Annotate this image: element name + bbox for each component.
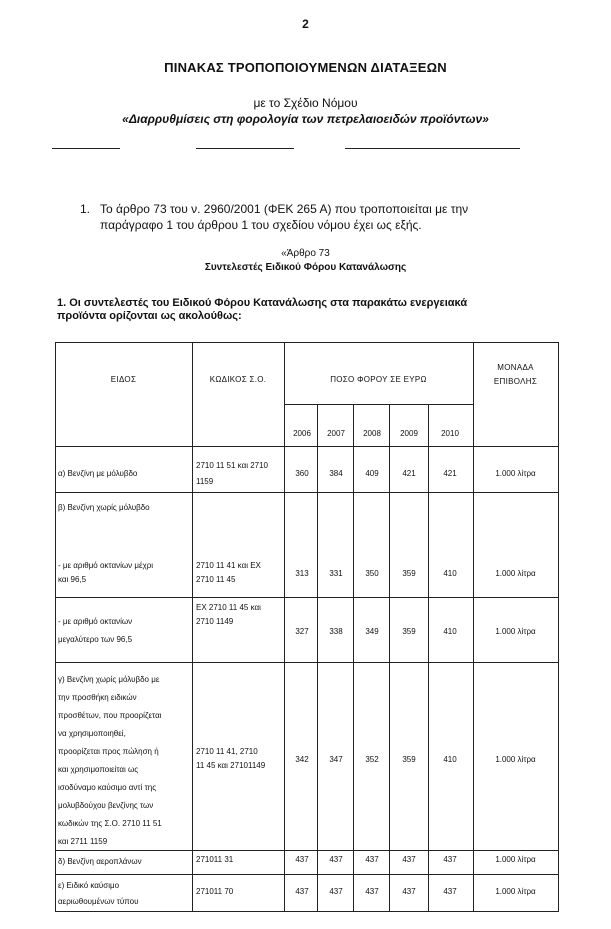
- row-code: 2710 11 45: [196, 575, 236, 584]
- row-kind: ε) Ειδικό καύσιμο: [58, 881, 120, 890]
- row-value: 327: [295, 627, 309, 636]
- year-header: 2008: [363, 429, 381, 438]
- row-kind: να χρησιμοποιηθεί,: [58, 729, 126, 738]
- row-code: 271011 70: [196, 887, 234, 896]
- bill-title: «Διαρρυθμίσεις στη φορολογία των πετρελαιοειδών προϊόντων»: [122, 112, 489, 126]
- year-header: 2007: [327, 429, 345, 438]
- table-border: [55, 911, 559, 912]
- row-kind: γ) Βενζίνη χωρίς μόλυβδο με: [58, 675, 160, 684]
- tax-rates-table: [55, 342, 559, 912]
- table-border: [192, 342, 193, 912]
- table-border: [55, 492, 559, 493]
- row-kind: α) Βενζίνη με μόλυβδο: [58, 469, 138, 478]
- article-paragraph: [57, 297, 567, 323]
- header-code: ΚΩΔΙΚΟΣ Σ.Ο.: [209, 375, 267, 384]
- row-kind: και 96,5: [58, 575, 87, 584]
- table-border: [55, 874, 559, 875]
- table-border: [55, 342, 56, 912]
- row-kind: προσθέτων, που προορίζεται: [58, 711, 162, 720]
- row-kind: - με αριθμό οκτανίων: [58, 617, 133, 626]
- row-value: 347: [329, 755, 343, 764]
- row-value: 437: [295, 887, 309, 896]
- row-code: 2710 11 41, 2710: [196, 747, 258, 756]
- row-kind: μεγαλύτερο των 96,5: [58, 635, 133, 644]
- table-border: [55, 662, 559, 663]
- paragraph-number: 1.: [80, 202, 91, 216]
- article-heading: «Άρθρο 73: [281, 248, 330, 259]
- row-kind: και 2711 1159: [58, 837, 108, 846]
- document-subtitle: με το Σχέδιο Νόμου: [253, 96, 358, 110]
- row-value: 313: [295, 569, 309, 578]
- page-number: 2: [302, 17, 309, 31]
- year-header: 2010: [441, 429, 459, 438]
- table-border: [353, 404, 354, 912]
- row-kind: μολυβδούχου βενζίνης των: [58, 801, 154, 810]
- row-value: 437: [329, 855, 343, 864]
- year-header: 2006: [293, 429, 311, 438]
- row-value: 437: [365, 855, 379, 864]
- row-value: 410: [443, 627, 457, 636]
- row-kind: β) Βενζίνη χωρίς μόλυβδο: [58, 503, 150, 512]
- row-unit: 1.000 λίτρα: [495, 627, 536, 636]
- row-code: 2710 11 41 και ΕΧ: [196, 561, 261, 570]
- row-kind: και χρησιμοποιείται ως: [58, 765, 139, 774]
- article-paragraph-line: προϊόντα ορίζονται ως ακολούθως:: [57, 310, 242, 322]
- row-code: 271011 31: [196, 855, 234, 864]
- row-value: 437: [402, 887, 416, 896]
- row-kind: προορίζεται προς πώληση ή: [58, 747, 159, 756]
- row-value: 360: [295, 469, 309, 478]
- separator-line: [345, 148, 520, 149]
- table-border: [55, 446, 559, 447]
- row-value: 409: [365, 469, 379, 478]
- row-value: 410: [443, 755, 457, 764]
- row-value: 338: [329, 627, 343, 636]
- row-unit: 1.000 λίτρα: [495, 755, 536, 764]
- row-unit: 1.000 λίτρα: [495, 469, 536, 478]
- row-value: 437: [443, 855, 457, 864]
- paragraph-line: Το άρθρο 73 του ν. 2960/2001 (ΦΕΚ 265 Α) που τροποποιείται με την: [100, 202, 469, 216]
- row-kind: δ) Βενζίνη αεροπλάνων: [58, 857, 142, 866]
- table-border: [55, 342, 559, 343]
- row-value: 359: [402, 627, 416, 636]
- row-kind: κωδικών της Σ.Ο. 2710 11 51: [58, 819, 162, 828]
- table-border: [55, 597, 559, 598]
- document-title: ΠΙΝΑΚΑΣ ΤΡΟΠΟΠΟΙΟΥΜΕΝΩΝ ΔΙΑΤΑΞΕΩΝ: [164, 60, 447, 75]
- row-value: 384: [329, 469, 343, 478]
- row-value: 352: [365, 755, 379, 764]
- row-value: 350: [365, 569, 379, 578]
- header-kind: ΕΙΔΟΣ: [110, 375, 137, 384]
- header-amount: ΠΟΣΟ ΦΟΡΟΥ ΣΕ ΕΥΡΩ: [330, 375, 427, 384]
- row-value: 421: [443, 469, 457, 478]
- article-title: Συντελεστές Ειδικού Φόρου Κατανάλωσης: [204, 262, 407, 273]
- row-unit: 1.000 λίτρα: [495, 887, 536, 896]
- row-value: 359: [402, 569, 416, 578]
- row-kind: αεριωθουμένων τύπου: [58, 897, 139, 906]
- row-code: 11 45 και 27101149: [196, 761, 266, 770]
- row-kind: - με αριθμό οκτανίων μέχρι: [58, 561, 154, 570]
- row-value: 437: [329, 887, 343, 896]
- table-border: [284, 342, 285, 912]
- row-code: 1159: [196, 477, 214, 486]
- row-value: 437: [443, 887, 457, 896]
- paragraph-1: [80, 201, 560, 233]
- row-value: 349: [365, 627, 379, 636]
- row-value: 410: [443, 569, 457, 578]
- header-unit: ΕΠΙΒΟΛΗΣ: [493, 377, 538, 386]
- row-unit: 1.000 λίτρα: [495, 569, 536, 578]
- row-code: ΕΧ 2710 11 45 και: [196, 603, 261, 612]
- row-value: 437: [365, 887, 379, 896]
- article-paragraph-line: 1. Οι συντελεστές του Ειδικού Φόρου Κατανάλωσης στα παρακάτω ενεργειακά: [57, 297, 468, 309]
- row-value: 331: [329, 569, 343, 578]
- year-header: 2009: [400, 429, 418, 438]
- row-code: 2710 11 51 και 2710: [196, 461, 268, 470]
- row-value: 359: [402, 755, 416, 764]
- table-border: [428, 404, 429, 912]
- table-border: [284, 404, 473, 405]
- row-code: 2710 1149: [196, 617, 234, 626]
- separator-line: [196, 148, 294, 149]
- row-kind: ισοδύναμο καύσιμο αντί της: [58, 783, 157, 792]
- row-value: 342: [295, 755, 309, 764]
- table-border: [558, 342, 559, 912]
- header-unit: ΜΟΝΑΔΑ: [497, 363, 534, 372]
- table-border: [317, 404, 318, 912]
- table-border: [389, 404, 390, 912]
- row-unit: 1.000 λίτρα: [495, 855, 536, 864]
- table-border: [55, 850, 559, 851]
- row-value: 437: [295, 855, 309, 864]
- row-value: 421: [402, 469, 416, 478]
- row-value: 437: [402, 855, 416, 864]
- separator-line: [52, 148, 120, 149]
- row-kind: την προσθήκη ειδικών: [58, 693, 137, 702]
- paragraph-line: παράγραφο 1 του άρθρου 1 του σχεδίου νόμου έχει ως εξής.: [100, 218, 422, 232]
